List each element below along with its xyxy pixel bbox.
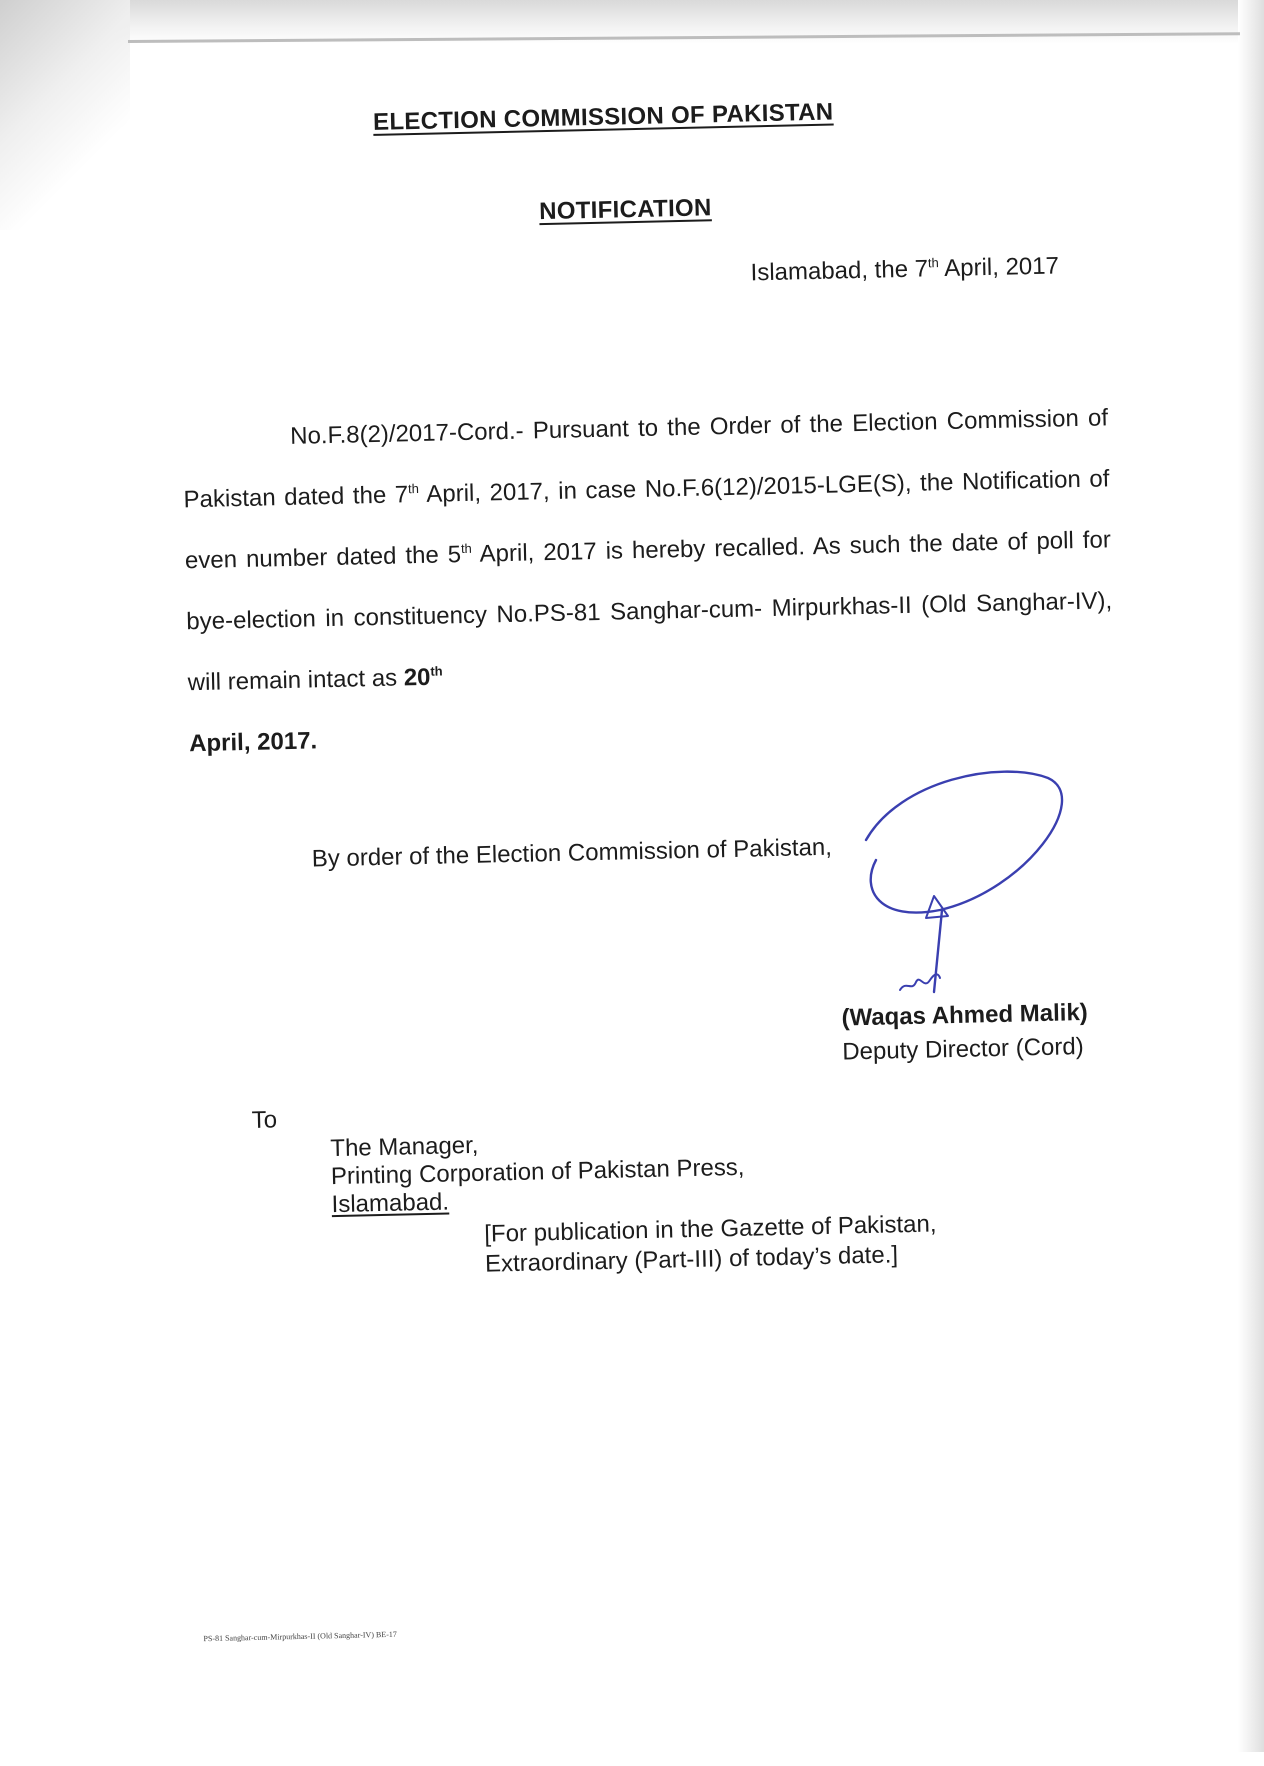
- date-suffix: April, 2017: [938, 252, 1060, 283]
- notification-title: NOTIFICATION: [538, 194, 712, 226]
- body-superscript-1: th: [407, 480, 420, 497]
- signature-mark: [830, 760, 1090, 1010]
- body-part-1: No.F.8(2)/2017-Cord.- Pursuant to the Order of the Election Commission of Pakistan dated the 7: [183, 404, 1109, 514]
- publication-note-line-1: [For publication in the Gazette of Pakistan,: [484, 1210, 937, 1248]
- date-line: [750, 252, 1059, 287]
- poll-date-day: 20: [403, 663, 431, 692]
- commission-title: ELECTION COMMISSION OF PAKISTAN: [372, 98, 834, 136]
- body-part-3: April, 2017 is hereby recalled. As such the date of poll for bye-election in constituency No.PS-81 Sanghar-cum- Mirpurkhas-II (Old Sanghar-IV), will remain intact as: [186, 526, 1113, 697]
- recipient-line-1: The Manager,: [330, 1131, 479, 1163]
- signatory-title: Deputy Director (Cord): [842, 1033, 1084, 1066]
- body-superscript-2: th: [460, 540, 472, 557]
- footer-reference: PS-81 Sanghar-cum-Mirpurkhas-II (Old Sanghar-IV) BE-17: [203, 1629, 397, 1644]
- date-prefix: Islamabad, the 7: [750, 255, 929, 287]
- recipient-address: [330, 1126, 745, 1219]
- poll-date-tail: April, 2017.: [188, 727, 318, 758]
- notification-body: [182, 387, 1116, 774]
- body-part-2: April, 2017, in case No.F.6(12)/2015-LGE(S), the Notification of even number dated the 5: [184, 465, 1110, 575]
- by-order-line: By order of the Election Commission of Pakistan,: [311, 833, 833, 873]
- publication-note: [484, 1209, 937, 1279]
- date-superscript: th: [927, 255, 939, 271]
- signatory-name: (Waqas Ahmed Malik): [841, 998, 1089, 1032]
- poll-date-superscript: th: [430, 663, 443, 679]
- publication-note-line-2: Extraordinary (Part-III) of today’s date.]: [484, 1241, 899, 1278]
- recipient-city: Islamabad.: [331, 1188, 450, 1219]
- recipient-line-2: Printing Corporation of Pakistan Press,: [330, 1153, 745, 1191]
- to-label: To: [251, 1106, 278, 1134]
- paragraph-indent: [182, 444, 290, 446]
